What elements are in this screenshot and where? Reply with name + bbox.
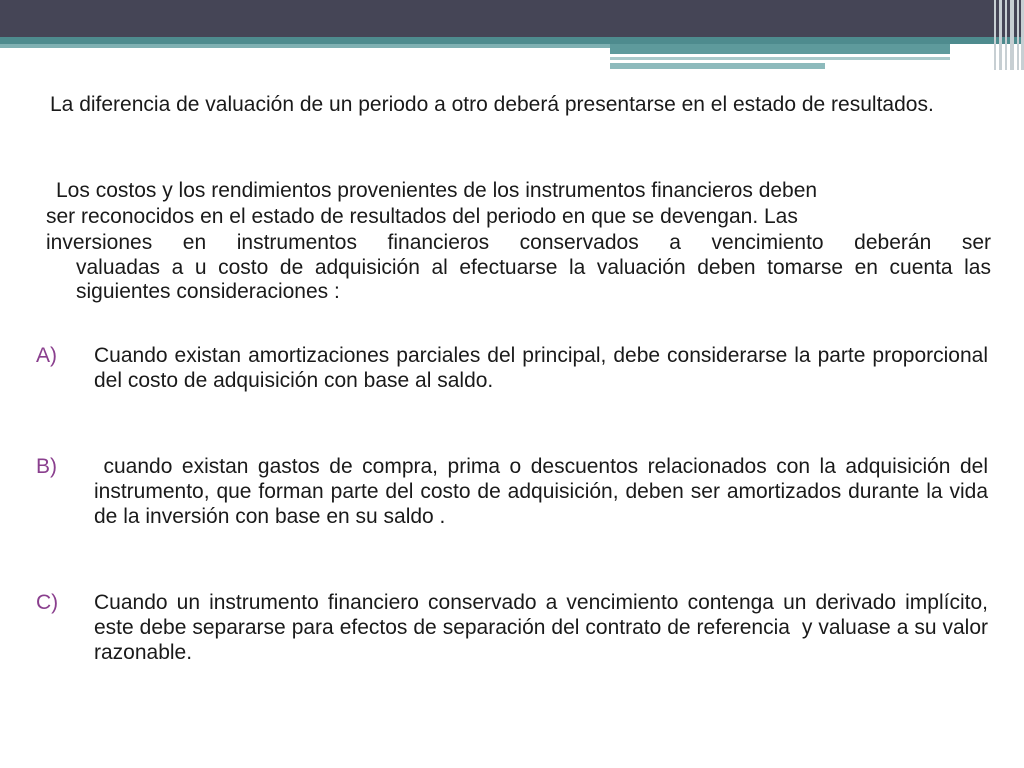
list-marker: A) bbox=[36, 344, 57, 367]
list-item-text: Cuando existan amortizaciones parciales del principal, debe considerarse la parte proporcional del costo de adquisición con base al saldo. bbox=[94, 344, 988, 392]
costs-paragraph-line: Los costos y los rendimientos provenientes de los instrumentos financieros deben bbox=[56, 179, 818, 202]
accent-stripe bbox=[610, 44, 950, 54]
list-marker: B) bbox=[36, 455, 57, 478]
list-item bbox=[36, 590, 994, 665]
list-marker: C) bbox=[36, 591, 59, 614]
intro-paragraph: La diferencia de valuación de un periodo a otro deberá presentarse en el estado de resultados. bbox=[50, 93, 934, 116]
costs-paragraph-line: inversiones en instrumentos financieros conservados a vencimiento deberán ser bbox=[46, 231, 991, 254]
list-item bbox=[36, 343, 988, 393]
costs-paragraph bbox=[46, 178, 991, 304]
decorative-vertical-stripes bbox=[990, 0, 1024, 70]
accent-stripe bbox=[610, 57, 950, 60]
list-item-text: Cuando un instrumento financiero conservado a vencimiento contenga un derivado implícito, este debe separarse para efectos de separación del contrato de referencia y valuase a su valor razonable. bbox=[94, 591, 994, 664]
accent-stripe bbox=[0, 44, 610, 48]
costs-paragraph-line: ser reconocidos en el estado de resultados del periodo en que se devengan. Las bbox=[46, 205, 798, 228]
list-item-text: cuando existan gastos de compra, prima o descuentos relacionados con la adquisición del instrumento, que forman parte del costo de adquisición, deben ser amortizados durante la vida de la inversión con base en su saldo . bbox=[94, 455, 994, 528]
accent-stripe bbox=[0, 37, 1024, 44]
costs-paragraph-continuation: valuadas a u costo de adquisición al efectuarse la valuación deben tomarse en cuenta las siguientes consideraciones : bbox=[76, 256, 991, 303]
header-bar bbox=[0, 0, 1024, 37]
accent-stripe bbox=[610, 63, 825, 69]
list-item bbox=[36, 454, 994, 529]
